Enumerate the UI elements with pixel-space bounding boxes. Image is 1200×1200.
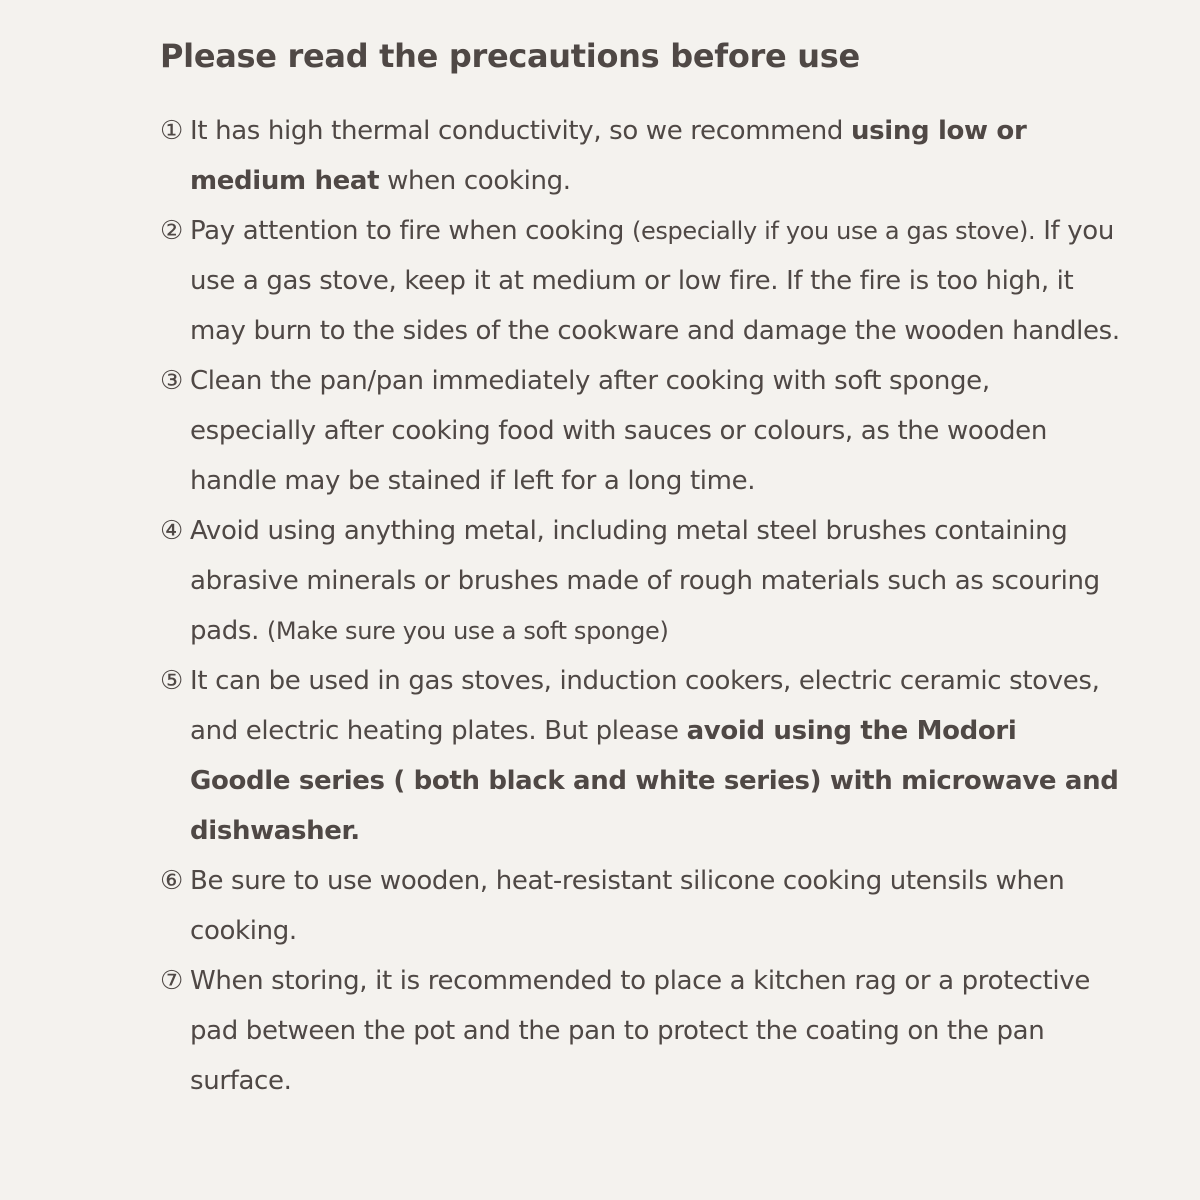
item-text: Pay attention to fire when cooking [190, 216, 632, 246]
item-number: ⑦ [160, 966, 183, 996]
item-number: ③ [160, 366, 183, 396]
item-number: ① [160, 116, 183, 146]
item-emphasis: using low or medium heat [190, 116, 1027, 196]
precaution-item-4 [160, 506, 1120, 656]
item-text-continued: when cooking. [379, 166, 571, 196]
precaution-item-2 [160, 206, 1120, 356]
item-text: It has high thermal conductivity, so we recommend [190, 116, 852, 146]
item-number: ⑤ [160, 666, 183, 696]
item-parenthetical: (Make sure you use a soft sponge) [266, 617, 669, 645]
item-text: When storing, it is recommended to place a kitchen rag or a protective pad between the pot and the pan to protect the coating on the pan surface. [190, 966, 1090, 1096]
item-emphasis: avoid using the Modori Goodle series ( both black and white series) with microwave and dishwasher. [190, 716, 1119, 846]
precaution-item-3 [160, 356, 1120, 506]
item-number: ② [160, 216, 183, 246]
item-parenthetical: (especially if you use a gas stove). [631, 217, 1036, 245]
precaution-item-1 [160, 106, 1120, 206]
precautions-list [160, 106, 1120, 1106]
item-number: ⑥ [160, 866, 183, 896]
item-number: ④ [160, 516, 183, 546]
precaution-item-5 [160, 656, 1120, 856]
item-text: Avoid using anything metal, including metal steel brushes containing abrasive minerals or brushes made of rough materials such as scouring pads. [190, 516, 1100, 646]
item-text-continued: If you use a gas stove, keep it at medium or low fire. If the fire is too high, it may burn to the sides of the cookware and damage the wooden handles. [190, 216, 1120, 346]
precautions-document [160, 34, 1120, 1106]
item-text: It can be used in gas stoves, induction cookers, electric ceramic stoves, and electric heating plates. But please [190, 666, 1100, 746]
item-text: Be sure to use wooden, heat-resistant silicone cooking utensils when cooking. [190, 866, 1065, 946]
page-title: Please read the precautions before use [160, 37, 860, 75]
precaution-item-6 [160, 856, 1120, 956]
precaution-item-7 [160, 956, 1120, 1106]
item-text: Clean the pan/pan immediately after cooking with soft sponge, especially after cooking food with sauces or colours, as the wooden handle may be stained if left for a long time. [190, 366, 1047, 496]
